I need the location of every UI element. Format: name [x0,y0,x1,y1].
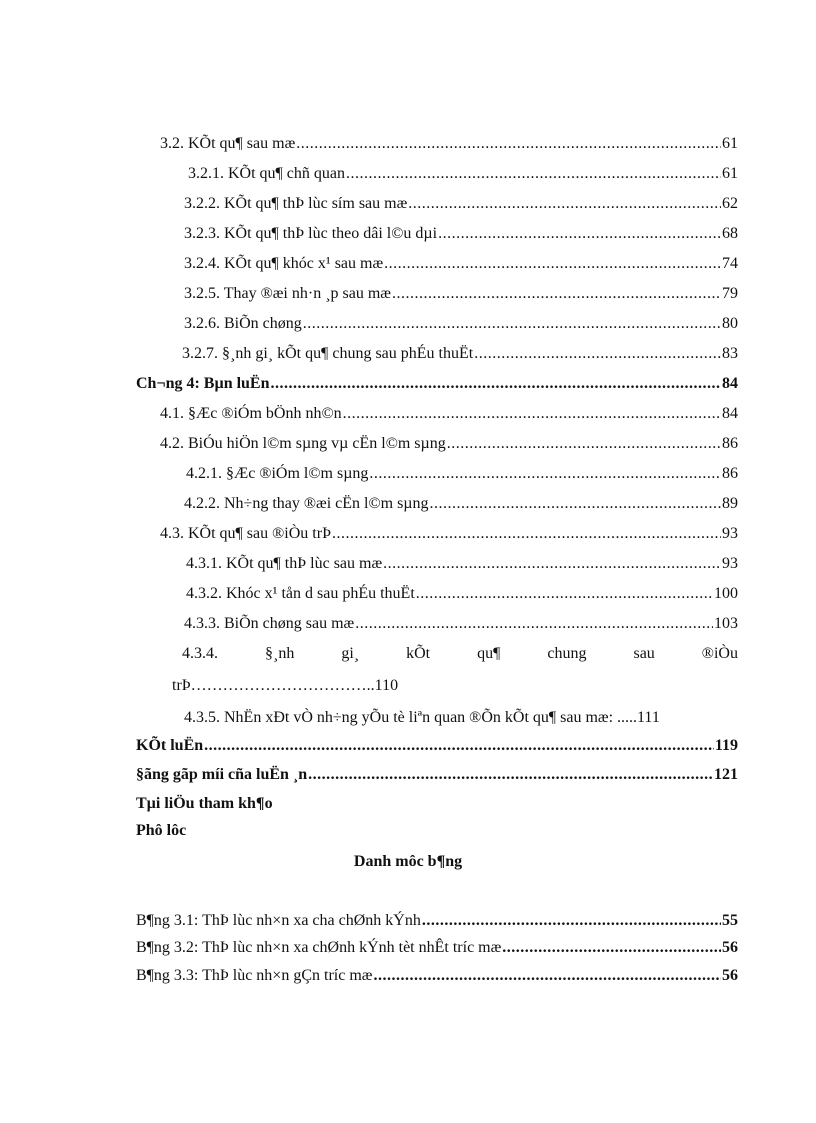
toc-entry-label: 4.2.2. Nh÷ng thay ®æi cËn l©m sµng [184,495,429,512]
dot-leader [369,464,721,484]
table-list-entry[interactable] [136,938,738,958]
toc-entry-label: 3.2.4. KÕt qu¶ khóc x¹ sau mæ [184,255,384,272]
toc-entry-label: 4.1. §Æc ®iÓm bÖnh nh©n [160,405,342,422]
dot-leader [308,765,713,785]
toc-conclusion-entry[interactable] [136,736,738,756]
toc-entry-label: 3.2.5. Thay ®æi nh·n ¸p sau mæ [184,285,391,302]
toc-entry-page: 61 [722,135,738,152]
toc-entry-label: §ãng gãp míi cña luËn ¸n [136,766,308,783]
dot-leader [416,584,713,604]
toc-entry-label: 4.2.1. §Æc ®iÓm l©m sµng [186,465,369,482]
dot-leader [474,344,721,364]
table-list-entry[interactable] [136,911,738,931]
table-entry-label: B¶ng 3.3: ThÞ lùc nh×n gÇn tríc mæ [136,967,373,984]
toc-entry[interactable] [186,584,738,604]
toc-entry-page: 68 [722,225,738,242]
dot-leader [408,194,721,214]
dot-leader [343,404,721,424]
table-entry-page: 55 [722,912,738,929]
toc-entry-page: 79 [722,285,738,302]
toc-entry-page: 84 [722,375,738,392]
toc-appendix[interactable]: Phô lôc [136,822,187,839]
toc-word: ®iÒu [701,645,738,662]
toc-word: gi¸ [341,645,360,662]
toc-entry-label: KÕt luËn [136,737,204,754]
dot-leader [502,938,721,958]
toc-entry-label: Ch¬ng 4: Bµn luËn [136,375,270,392]
toc-entry[interactable] [160,404,738,424]
toc-references[interactable]: Tµi liÖu tham kh¶o [136,795,273,812]
dot-leader [392,284,721,304]
toc-entry[interactable] [186,554,738,574]
dot-leader [303,314,721,334]
toc-entry-label: 3.2.7. §¸nh gi¸ kÕt qu¶ chung sau phÉu thuËt [182,345,474,362]
toc-entry[interactable] [160,434,738,454]
dot-leader [373,966,721,986]
toc-entry-label: 3.2.3. KÕt qu¶ thÞ lùc theo dâi l©u dµi [184,225,438,242]
dot-leader [204,736,714,756]
toc-entry[interactable] [184,494,738,514]
toc-entry-434-continuation: trÞ……………………………..110 [172,677,399,694]
dot-leader [438,224,721,244]
toc-entry-page: 103 [714,615,738,632]
toc-entry[interactable] [184,224,738,244]
dot-leader [422,911,721,931]
dot-leader [430,494,721,514]
toc-entry-page: 84 [722,405,738,422]
toc-entry[interactable] [186,464,738,484]
toc-entry[interactable] [182,344,738,364]
dot-leader [332,524,721,544]
toc-entry[interactable] [184,284,738,304]
dot-leader [346,164,721,184]
toc-entry-434[interactable] [182,644,738,664]
toc-entry-page: 80 [722,315,738,332]
toc-entry-page: 74 [722,255,738,272]
toc-entry-page: 121 [714,766,738,783]
toc-contribution-entry[interactable] [136,765,738,785]
toc-entry-page: 100 [714,585,738,602]
toc-entry-label: 3.2.1. KÕt qu¶ chñ quan [188,165,346,182]
toc-entry[interactable] [160,134,738,154]
dot-leader [384,254,721,274]
toc-entry[interactable] [160,524,738,544]
toc-word: kÕt [406,645,431,662]
toc-entry-label: 4.3.2. Khóc x¹ tån d sau phÉu thuËt [186,585,415,602]
toc-entry-435[interactable]: 4.3.5. NhËn xÐt vÒ nh÷ng yÕu tè liªn quan ®Õn kÕt qu¶ sau mæ: .....111 [184,709,660,726]
toc-entry[interactable] [184,254,738,274]
toc-entry-page: 61 [722,165,738,182]
table-entry-page: 56 [722,967,738,984]
dot-leader [355,614,713,634]
toc-word: sau [633,645,655,662]
toc-chapter-entry[interactable] [136,374,738,394]
toc-entry-label: 3.2.2. KÕt qu¶ thÞ lùc sím sau mæ [184,195,408,212]
table-list-entry[interactable] [136,966,738,986]
toc-entry-label: 4.3. KÕt qu¶ sau ®iÒu trÞ [160,525,331,542]
toc-entry-page: 62 [722,195,738,212]
table-entry-label: B¶ng 3.1: ThÞ lùc nh×n xa cha chØnh kÝnh [136,912,421,929]
toc-entry-page: 83 [722,345,738,362]
table-entry-page: 56 [722,939,738,956]
dot-leader [447,434,721,454]
toc-entry-page: 86 [722,465,738,482]
toc-entry-page: 93 [722,525,738,542]
toc-entry[interactable] [184,614,738,634]
toc-entry-label: 4.3.3. BiÕn chøng sau mæ [184,615,355,632]
toc-word: chung [547,645,587,662]
toc-word: §¸nh [265,645,295,662]
toc-entry[interactable] [184,314,738,334]
toc-entry-page: 86 [722,435,738,452]
toc-word: 4.3.4. [182,645,218,662]
toc-entry-label: 3.2. KÕt qu¶ sau mæ [160,135,296,152]
toc-entry-page: 119 [714,737,738,754]
table-entry-label: B¶ng 3.2: ThÞ lùc nh×n xa chØnh kÝnh tèt nhÊt tríc mæ [136,939,502,956]
toc-entry[interactable] [184,194,738,214]
dot-leader [271,374,722,394]
toc-entry-label: 3.2.6. BiÕn chøng [184,315,302,332]
dot-leader [296,134,721,154]
toc-entry-page: 93 [722,555,738,572]
toc-entry-label: 4.2. BiÓu hiÖn l©m sµng vµ cËn l©m sµng [160,435,446,452]
tables-list-heading: Danh môc b¶ng [353,853,463,870]
toc-entry-label: 4.3.1. KÕt qu¶ thÞ lùc sau mæ [186,555,383,572]
dot-leader [383,554,721,574]
toc-word: qu¶ [477,645,501,662]
toc-entry-page: 89 [722,495,738,512]
toc-entry[interactable] [188,164,738,184]
